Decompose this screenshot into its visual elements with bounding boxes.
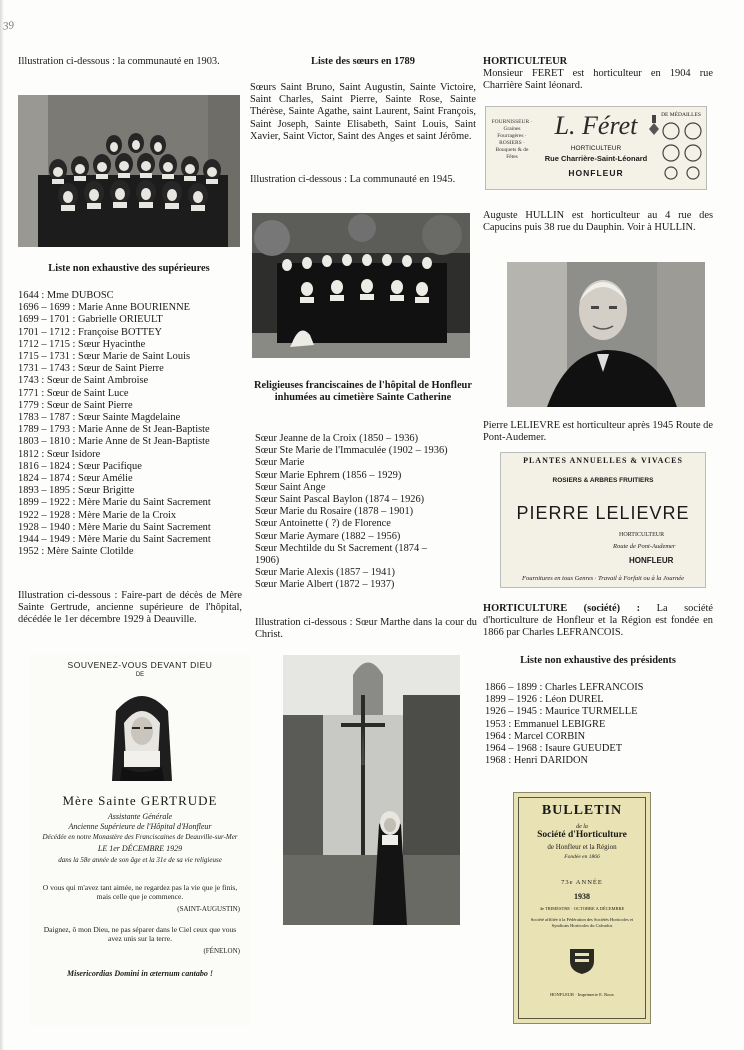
lelievre-card-footer: Fournitures en tous Genres · Travail à Forfait ou à la Journée: [521, 575, 684, 582]
presidents-title: Liste non exhaustive des présidents: [520, 655, 676, 666]
superiors-title: Liste non exhaustive des supérieures: [48, 263, 210, 274]
bulletin-year: 1938: [574, 892, 590, 901]
list-item: Sœur Ste Marie de l'Immaculée (1902 – 1936): [255, 445, 448, 457]
list-item: 1944 – 1949 : Mère Marie du Saint Sacrement: [18, 534, 211, 546]
bulletin-title: BULLETIN: [541, 803, 623, 818]
list-item: 1893 – 1895 : Sœur Brigitte: [18, 485, 135, 497]
list-item: 1922 – 1928 : Mère Marie de la Croix: [18, 509, 177, 521]
photo-auguste-hullin: [507, 262, 705, 407]
list-item: 1712 – 1715 : Sœur Hyacinthe: [18, 338, 146, 350]
feret-card-left-text: FOURNISSEUR · Graines Fourragères · ROSIERS · Bouquets & de Fêtes: [491, 119, 533, 160]
feret-text: Monsieur FERET est horticulteur en 1904 rue Charrière Saint léonard.: [483, 68, 713, 92]
card-quote2: Daignez, ô mon Dieu, ne pas séparer dans le Ciel ceux que vous avez unis sur la terre.: [43, 925, 237, 943]
list-item: 1779 : Sœur de Saint Pierre: [18, 399, 133, 411]
presidents-list: [485, 682, 715, 767]
page-number-mark: 39: [2, 19, 15, 33]
medals-icon: [660, 121, 704, 181]
portrait-man-illustration: [507, 262, 705, 407]
superiors-list: [18, 290, 240, 558]
caption-community-1903: Illustration ci-dessous : la communauté en 1903.: [18, 56, 220, 67]
bulletin-affiliation: Société affiliée à la Fédération des Sociétés Horticoles et Syndicats Horticoles du Calvados: [530, 917, 634, 928]
lelievre-card-sub1: ROSIERS & ARBRES FRUITIERS: [552, 477, 654, 484]
list-item: 1812 : Sœur Isidore: [18, 448, 101, 460]
list-item: 1783 – 1787 : Sœur Sainte Magdelaine: [18, 412, 181, 424]
bulletin-society: Société d'Horticulture: [537, 830, 627, 840]
lelievre-card-city: HONFLEUR: [629, 556, 674, 565]
sisters-1789-title: Liste des sœurs en 1789: [311, 56, 415, 67]
list-item: 1803 – 1810 : Marie Anne de St Jean-Baptiste: [18, 436, 210, 448]
card-quote2-source: (FÉNELON): [203, 947, 240, 955]
list-item: Sœur Marie du Rosaire (1878 – 1901): [255, 506, 414, 518]
feret-card-right-text: DE MÉDAILLES: [661, 112, 701, 118]
list-item: 1731 – 1743 : Sœur de Saint Pierre: [18, 363, 164, 375]
photo-community-1945: [252, 213, 470, 358]
card-quote1-source: (SAINT-AUGUSTIN): [177, 905, 240, 913]
list-item: 1952 : Mère Sainte Clotilde: [18, 546, 134, 558]
lelievre-card-role: HORTICULTEUR: [619, 532, 665, 538]
card-age: dans la 58e année de son âge et la 31e de sa vie religieuse: [58, 856, 222, 864]
bulletin-cover: [513, 792, 651, 1024]
list-item: 1899 – 1926 : Léon DUREL: [485, 694, 604, 706]
list-item: 1816 – 1824 : Sœur Pacifique: [18, 460, 142, 472]
list-item: Sœur Mechtilde du St Sacrement (1874 –: [255, 542, 427, 554]
list-item: Sœur Saint Pascal Baylon (1874 – 1926): [255, 494, 425, 506]
bulletin-de-la: de la: [576, 824, 588, 830]
list-item: 1866 – 1899 : Charles LEFRANCOIS: [485, 682, 644, 693]
list-item: 1696 – 1699 : Marie Anne BOURIENNE: [18, 302, 191, 314]
lelievre-card-top: PLANTES ANNUELLES & VIVACES: [523, 456, 683, 465]
list-item: 1743 : Sœur de Saint Ambroise: [18, 375, 149, 387]
feret-card-street: Rue Charrière-Saint-Léonard: [544, 154, 648, 163]
card-heading: SOUVENEZ-VOUS DEVANT DIEU: [67, 660, 213, 670]
buried-sisters-title: Religieuses franciscaines de l'hôpital de Honfleur inhumées au cimetière Sainte Catherine: [254, 380, 472, 404]
card-line2: Décédée en notre Monastère des Franciscaines de Deauville-sur-Mer: [42, 833, 238, 841]
card-footer: Misericordias Domini in æternum cantabo !: [66, 969, 214, 978]
card-name: Mère Sainte GERTRUDE: [62, 793, 218, 808]
nuns-group-1945-illustration: [252, 213, 470, 358]
bulletin-printer: HONFLEUR · Imprimerie E. Roux: [550, 992, 614, 997]
card-heading-de: DE: [135, 672, 145, 678]
list-item: 1953 : Emmanuel LEBIGRE: [485, 718, 606, 730]
funeral-card: [30, 655, 250, 1025]
hullin-text: Auguste HULLIN est horticulteur au 4 rue des Capucins puis 38 rue du Dauphin. Voir à HULLIN.: [483, 210, 713, 234]
feret-card-sub: HORTICULTEUR: [570, 145, 622, 152]
list-item: Sœur Marie: [255, 457, 305, 469]
list-item: 1699 – 1701 : Gabrielle ORIEULT: [18, 314, 163, 326]
list-item: 1789 – 1793 : Marie Anne de St Jean-Baptiste: [18, 424, 210, 436]
bulletin-region: de Honfleur et la Région: [547, 843, 617, 851]
list-item: 1771 : Sœur de Saint Luce: [18, 387, 129, 399]
list-item: 1715 – 1731 : Sœur Marie de Saint Louis: [18, 351, 191, 363]
card-line1: Ancienne Supérieure de l'Hôpital d'Honfleur: [68, 822, 212, 831]
list-item: 1899 – 1922 : Mère Marie du Saint Sacrement: [18, 497, 211, 509]
nuns-group-1903-illustration: [18, 95, 240, 247]
card-role: Assistante Générale: [107, 812, 173, 821]
lelievre-business-card: [500, 452, 706, 588]
photo-community-1903: [18, 95, 240, 247]
card-quote1: O vous qui m'avez tant aimée, ne regardez pas la vie que je finis, mais celle que je commence.: [42, 883, 238, 901]
list-item: Sœur Jeanne de la Croix (1850 – 1936): [255, 433, 419, 444]
list-item: 1701 – 1712 : Françoise BOTTEY: [18, 326, 163, 338]
list-item: 1968 : Henri DARIDON: [485, 755, 589, 767]
caption-community-1945: Illustration ci-dessous : La communauté en 1945.: [250, 174, 456, 185]
feret-card-name: L. Féret: [554, 111, 638, 140]
list-item: 1824 – 1874 : Sœur Amélie: [18, 473, 133, 485]
card-date: LE 1er DÉCEMBRE 1929: [97, 844, 183, 853]
caption-faire-part: Illustration ci-dessous : Faire-part de décès de Mère Sainte Gertrude, ancienne supérieure de l'hôpital, décédée le 1er décembre 1929 à Deauville.: [18, 590, 242, 626]
buried-sisters-list: [255, 433, 477, 592]
list-item: 1906): [255, 555, 280, 567]
nun-portrait-illustration: [102, 681, 182, 781]
list-item: 1926 – 1945 : Maurice TURMELLE: [485, 706, 638, 718]
bulletin-founded: Fondée en 1866: [564, 854, 600, 860]
list-item: Sœur Marie Ephrem (1856 – 1929): [255, 469, 402, 481]
photo-soeur-marthe: [283, 655, 460, 925]
list-item: 1928 – 1940 : Mère Marie du Saint Sacrement: [18, 521, 211, 533]
society-text: La société d'horticulture de Honfleur et la Région est fondée en 1866 par Charles LEFRANCOIS.: [483, 603, 713, 639]
list-item: 1964 – 1968 : Isaure GUEUDET: [485, 743, 623, 755]
lelievre-card-route: Route de Pont-Audemer: [613, 543, 676, 550]
society-paragraph: [483, 603, 713, 640]
feret-business-card: [485, 106, 707, 190]
feret-card-city: HONFLEUR: [568, 168, 624, 178]
bulletin-annee: 73e ANNÉE: [561, 879, 603, 886]
horticulteur-title: HORTICULTEUR: [483, 56, 568, 67]
list-item: 1644 : Mme DUBOSC: [18, 290, 114, 301]
bulletin-trimestre: 4e TRIMESTRE · OCTOBRE A DÉCEMBRE: [539, 906, 625, 911]
page-edge-shadow: [0, 0, 4, 1050]
city-crest-icon: [567, 945, 597, 975]
list-item: Sœur Antoinette ( ?) de Florence: [255, 518, 391, 530]
list-item: Sœur Marie Alexis (1857 – 1941): [255, 567, 395, 579]
society-title: HORTICULTURE (société) :: [483, 603, 641, 614]
lelievre-card-name: PIERRE LELIEVRE: [516, 503, 690, 523]
list-item: Sœur Saint Ange: [255, 481, 326, 493]
list-item: Sœur Marie Albert (1872 – 1937): [255, 579, 395, 591]
decoration-cross-icon: [648, 115, 660, 137]
caption-soeur-marthe: Illustration ci-dessous : Sœur Marthe dans la cour du Christ.: [255, 617, 477, 641]
lelievre-text: Pierre LELIEVRE est horticulteur après 1945 Route de Pont-Audemer.: [483, 420, 713, 444]
sisters-1789-text: Sœurs Saint Bruno, Saint Augustin, Sainte Victoire, Saint Charles, Saint Pierre, Sainte Rose, Sainte Thérèse, Sainte Agathe, saint Laurent, Saint François, Saint Joseph, Sainte Elisabeth, Saint Louis, Saint Xavier, Saint Victor, Saint des Anges et saint Jérôme.: [250, 82, 476, 142]
list-item: 1964 : Marcel CORBIN: [485, 730, 586, 742]
nun-with-crucifix-illustration: [283, 655, 460, 925]
list-item: Sœur Marie Aymare (1882 – 1956): [255, 530, 401, 542]
